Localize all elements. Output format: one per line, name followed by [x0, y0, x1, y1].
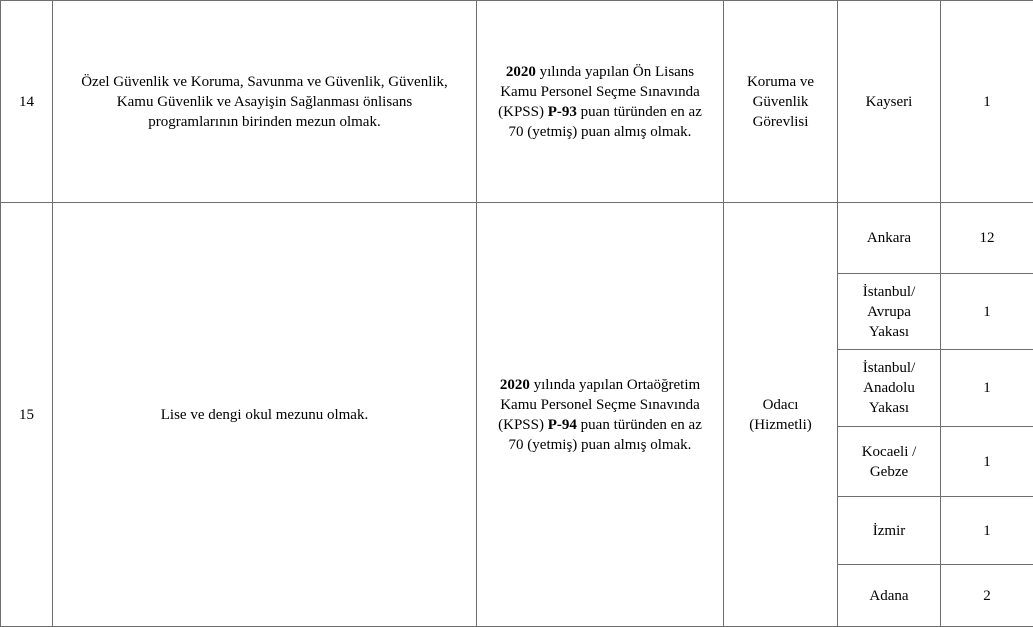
location-city: Kayseri: [838, 1, 941, 203]
table-row: [1, 203, 1033, 274]
exam-year: 2020: [500, 377, 530, 393]
exam-text: yılında yapılan Ön Lisans Kamu Personel Seçme Sınavında (KPSS): [498, 64, 700, 120]
exam-text: puan türünden en az 70 (yetmiş) puan almış olmak.: [509, 104, 702, 140]
exam-requirement: [477, 203, 724, 627]
position-title: Koruma ve Güvenlik Görevlisi: [724, 1, 838, 203]
exam-text: puan türünden en az 70 (yetmiş) puan almış olmak.: [509, 417, 702, 453]
score-type: P-94: [548, 417, 577, 433]
location-count: 1: [941, 427, 1033, 497]
location-count: 1: [941, 497, 1033, 565]
row-number: 15: [1, 203, 53, 627]
row-number: 14: [1, 1, 53, 203]
exam-text: yılında yapılan Ortaöğretim Kamu Personel Seçme Sınavında (KPSS): [498, 377, 700, 433]
table-row: [1, 1, 1033, 203]
location-count: 1: [941, 1, 1033, 203]
location-city: İzmir: [838, 497, 941, 565]
education-requirement: Özel Güvenlik ve Koruma, Savunma ve Güvenlik, Güvenlik, Kamu Güvenlik ve Asayişin Sağlanması önlisans programlarının birinden mezun olmak.: [53, 1, 477, 203]
location-city: Ankara: [838, 203, 941, 274]
location-count: 1: [941, 350, 1033, 427]
location-city: İstanbul/ Anadolu Yakası: [838, 350, 941, 427]
location-count: 2: [941, 565, 1033, 627]
location-city: İstanbul/ Avrupa Yakası: [838, 274, 941, 350]
location-count: 12: [941, 203, 1033, 274]
location-city: Kocaeli / Gebze: [838, 427, 941, 497]
exam-year: 2020: [506, 64, 536, 80]
exam-requirement: [477, 1, 724, 203]
score-type: P-93: [548, 104, 577, 120]
position-title: Odacı (Hizmetli): [724, 203, 838, 627]
education-requirement: Lise ve dengi okul mezunu olmak.: [53, 203, 477, 627]
location-count: 1: [941, 274, 1033, 350]
location-city: Adana: [838, 565, 941, 627]
